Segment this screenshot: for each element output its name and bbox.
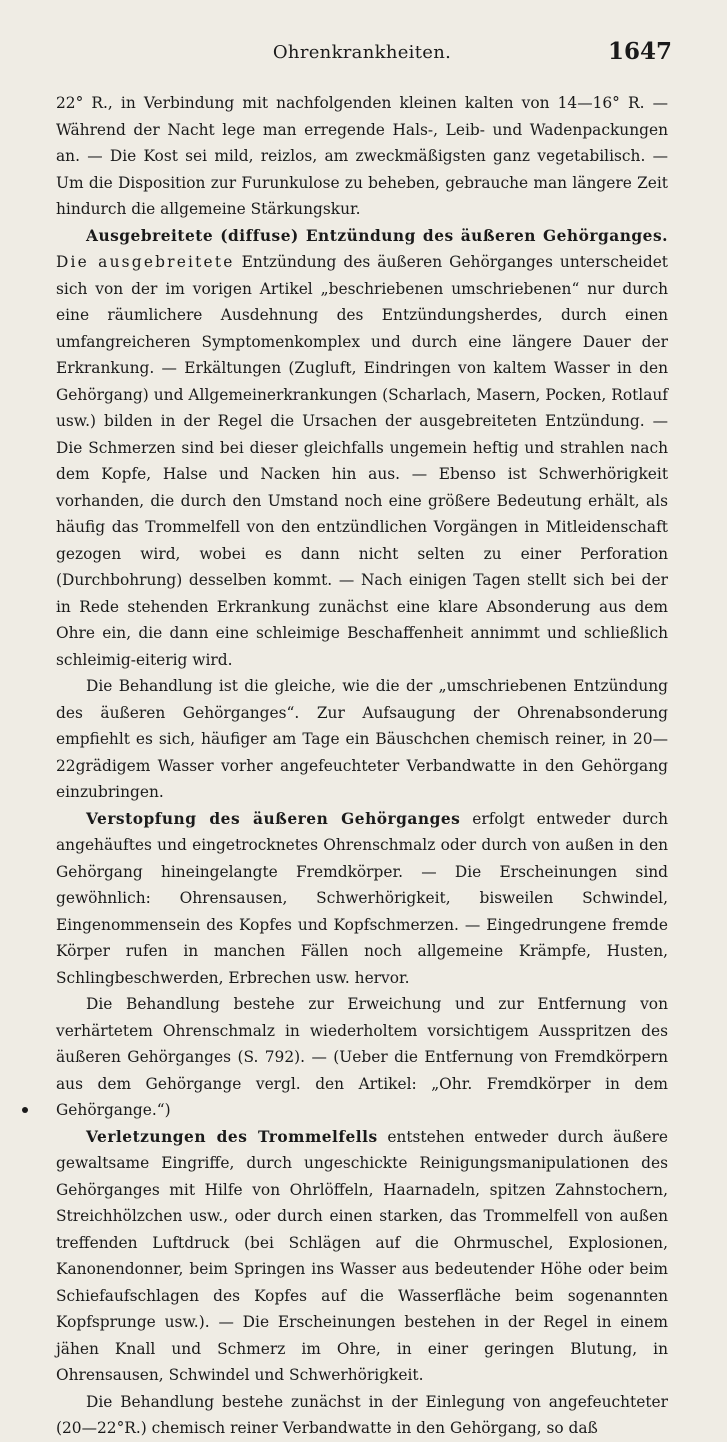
- section-heading: Ausgebreitete (diffuse) Entzündung des äußeren Gehörganges.: [86, 226, 668, 245]
- paragraph-text: Entzündung des äußeren Gehörganges unterscheidet sich von der im vorigen Artikel „beschriebenen umschriebenen“ nur durch eine räumlichere Ausdehnung des Entzündungsherdes, durch einen umfangreicheren Symptomenkomplex und durch eine längere Dauer der Erkrankung. — Erkältungen (Zugluft, Eindringen von kaltem Wasser in den Gehörgang) und Allgemeinerkrankungen (Scharlach, Masern, Pocken, Rotlauf usw.) bilden in der Regel die Ursachen der ausgebreiteten Entzündung. — Die Schmerzen sind bei dieser gleichfalls ungemein heftig und strahlen nach dem Kopfe, Halse und Nacken hin aus. — Ebenso ist Schwerhörigkeit vorhanden, die durch den Umstand noch eine größere Bedeutung erhält, als häufig das Trommelfell von den entzündlichen Vorgängen in Mitleidenschaft gezogen wird, wobei es dann nicht selten zu einer Perforation (Durchbohrung) desselben kommt. — Nach einigen Tagen stellt sich bei der in Rede stehenden Erkrankung zunächst eine klare Absonderung aus dem Ohre ein, die dann eine schleimige Beschaffenheit annimmt und schließlich schleimig-eiterig wird.: [56, 253, 668, 669]
- paragraph-text: 22° R., in Verbindung mit nachfolgenden kleinen kalten von 14—16° R. — Während der Nacht lege man erregende Hals-, Leib- und Wadenpackungen an. — Die Kost sei mild, reizlos, am zweckmäßigsten ganz vegetabilisch. — Um die Disposition zur Furunkulose zu beheben, gebrauche man längere Zeit hindurch die allgemeine Stärkungskur.: [56, 94, 668, 218]
- page: [56, 0, 672, 1442]
- section-heading: Verstopfung des äußeren Gehörganges: [86, 809, 461, 828]
- page-header: [56, 0, 672, 90]
- spaced-phrase: Die ausgebreitete: [56, 253, 235, 271]
- paragraph-1: [56, 90, 668, 223]
- paragraph-5: [56, 991, 668, 1124]
- page-number: 1647: [607, 38, 672, 65]
- paragraph-text: entstehen entweder durch äußere gewaltsame Eingriffe, durch ungeschickte Reinigungsmanipulationen des Gehörganges mit Hilfe von Ohrlöffeln, Haarnadeln, spitzen Zahnstochern, Streichhölzchen usw., oder durch einen starken, das Trommelfell von außen treffenden Luftdruck (bei Schlägen auf die Ohrmuschel, Explosionen, Kanonendonner, beim Springen ins Wasser aus bedeutender Höhe oder beim Schiefaufschlagen des Kopfes auf die Wasserfläche beim sogenannten Kopfsprunge usw.). — Die Erscheinungen bestehen in der Regel in einem jähen Knall und Schmerz im Ohre, in einer geringen Blutung, in Ohrensausen, Schwindel und Schwerhörigkeit.: [56, 1127, 668, 1384]
- section-heading: Verletzungen des Trommelfells: [86, 1127, 378, 1146]
- running-title: Ohrenkrankheiten.: [272, 42, 452, 63]
- body-text: [56, 90, 668, 1442]
- paragraph-6: [56, 1124, 668, 1389]
- paragraph-text: Die Behandlung bestehe zur Erweichung und zur Entfernung von verhärtetem Ohrenschmalz in wiederholtem vorsichtigem Ausspritzen des äußeren Gehörganges (S. 792). — (Ueber die Entfernung von Fremdkörpern aus dem Gehörgange vergl. den Artikel: „Ohr. Fremdkörper in dem Gehörgange.“): [56, 995, 668, 1119]
- paragraph-2: [56, 223, 668, 674]
- margin-dot: [22, 1107, 28, 1113]
- paragraph-3: [56, 673, 668, 806]
- paragraph-text: Die Behandlung bestehe zunächst in der Einlegung von angefeuchteter (20—22°R.) chemisch reiner Verbandwatte in den Gehörgang, so daß: [56, 1392, 668, 1437]
- paragraph-text: erfolgt entweder durch angehäuftes und eingetrocknetes Ohrenschmalz oder durch von außen in den Gehörgang hineingelangte Fremdkörper. — Die Erscheinungen sind gewöhnlich: Ohrensausen, Schwerhörigkeit, bisweilen Schwindel, Eingenommensein des Kopfes und Kopfschmerzen. — Eingedrungene fremde Körper rufen in manchen Fällen noch allgemeine Krämpfe, Husten, Schlingbeschwerden, Erbrechen usw. hervor.: [56, 809, 668, 987]
- paragraph-7: [56, 1389, 668, 1442]
- paragraph-4: [56, 806, 668, 992]
- paragraph-text: Die Behandlung ist die gleiche, wie die der „umschriebenen Entzündung des äußeren Gehörganges“. Zur Aufsaugung der Ohrenabsonderung empfiehlt es sich, häufiger am Tage ein Bäuschchen chemisch reiner, in 20—22grädigem Wasser vorher angefeuchteter Verbandwatte in den Gehörgang einzubringen.: [56, 677, 668, 801]
